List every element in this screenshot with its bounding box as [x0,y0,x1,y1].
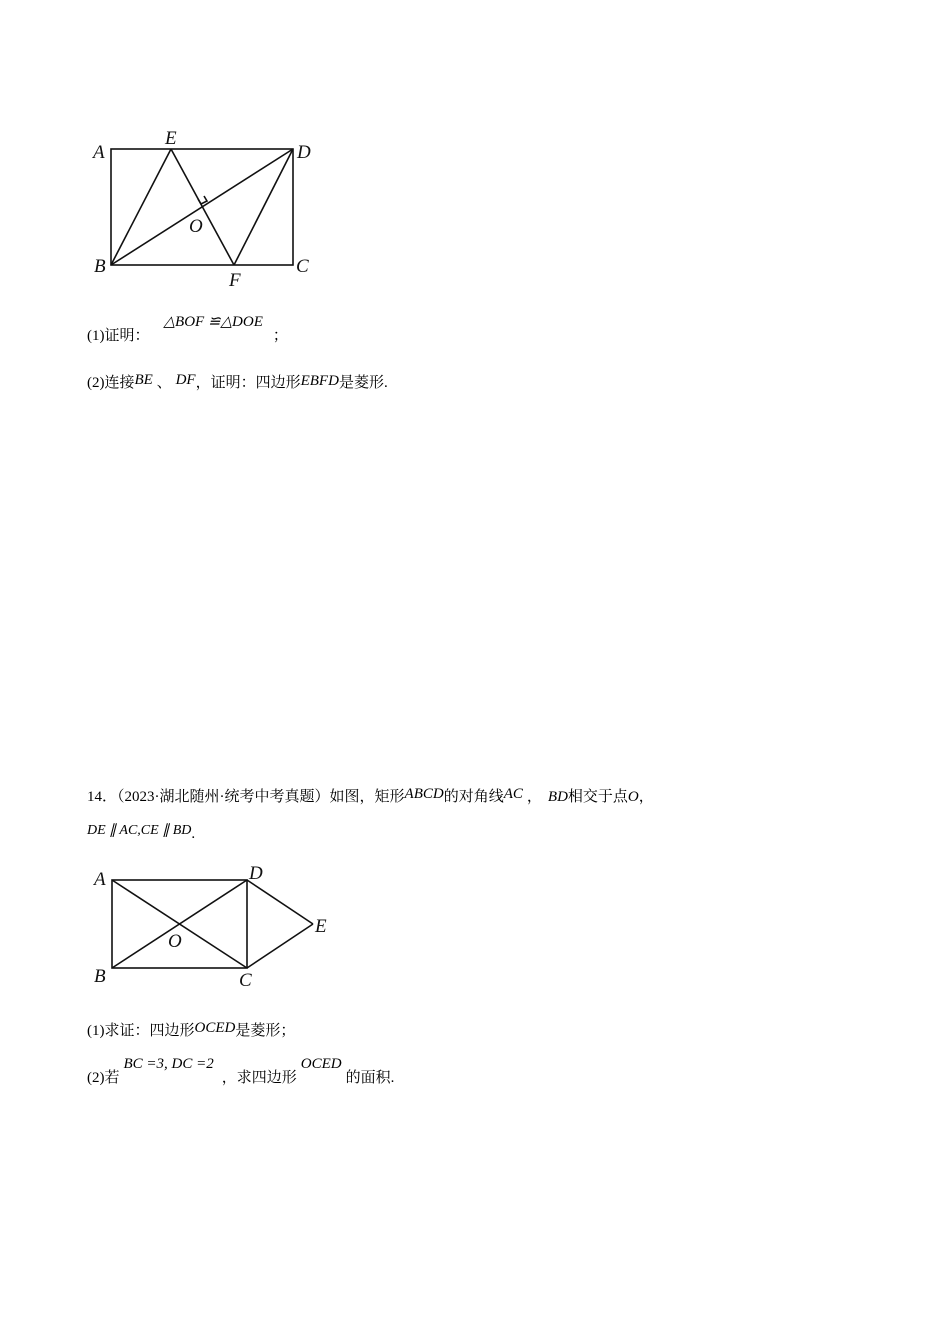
label-b: B [94,256,106,277]
part2-sep: 、 [152,375,172,391]
math-oced: OCED [194,1020,236,1036]
problem-source: （2023·湖北随州·统考中考真题） [117,789,330,805]
part2-mid: ，求四边形 [221,1070,297,1086]
label-o: O [168,931,182,952]
label-b: B [94,966,106,987]
part1-prefix: (1)证明： [87,328,150,344]
part2-prefix: (2)若 [87,1070,120,1086]
math-be: BE [134,372,153,388]
part2-mid: ，证明：四边形 [195,375,301,391]
math-bd: BD [547,789,568,805]
math-parallel-conditions: DE ∥ AC,CE ∥ BD [87,823,192,838]
math-df: DF [175,372,196,388]
label-e: E [165,128,177,149]
problem-number: 14． [87,789,118,805]
problem13-part1 [87,314,288,346]
figure-rectangle-abcd-rhombus-ebfd [80,120,340,300]
statement-text: 的对角线 [443,789,504,805]
statement-text: ， [638,789,654,805]
statement-text: ， [526,789,542,805]
label-d: D [249,863,263,884]
math-ebfd: EBFD [300,373,339,389]
problem14-part2 [87,1056,395,1088]
figure-rectangle-abcd-rhombus-oced [80,855,340,995]
label-e: E [315,916,327,937]
part1-math: △BOF ≌△DOE [163,314,263,330]
part2-suffix: 的面积. [345,1070,395,1086]
statement-text: 相交于点 [567,789,628,805]
problem14-statement [87,787,654,807]
part1-suffix: ； [272,328,288,344]
label-c: C [296,256,309,277]
part2-prefix: (2)连接 [87,375,135,391]
label-d: D [297,142,311,163]
label-f: F [229,270,241,291]
math-oced: OCED [300,1056,342,1072]
problem14-part1 [87,1021,295,1041]
label-a: A [93,142,105,163]
label-c: C [239,970,252,991]
math-ac: AC [503,786,523,802]
part2-suffix: 是菱形. [338,375,388,391]
problem14-statement-line2 [87,820,195,841]
part1-suffix: 是菱形； [235,1023,296,1039]
math-given-lengths: BC =3, DC =2 [123,1056,214,1072]
math-o: O [627,789,639,805]
problem13-part2 [87,373,388,393]
label-o: O [189,216,203,237]
math-abcd: ABCD [404,786,444,802]
statement-end: . [191,826,196,842]
label-a: A [94,869,106,890]
part1-prefix: (1)求证：四边形 [87,1023,195,1039]
statement-text: 如图，矩形 [329,789,405,805]
